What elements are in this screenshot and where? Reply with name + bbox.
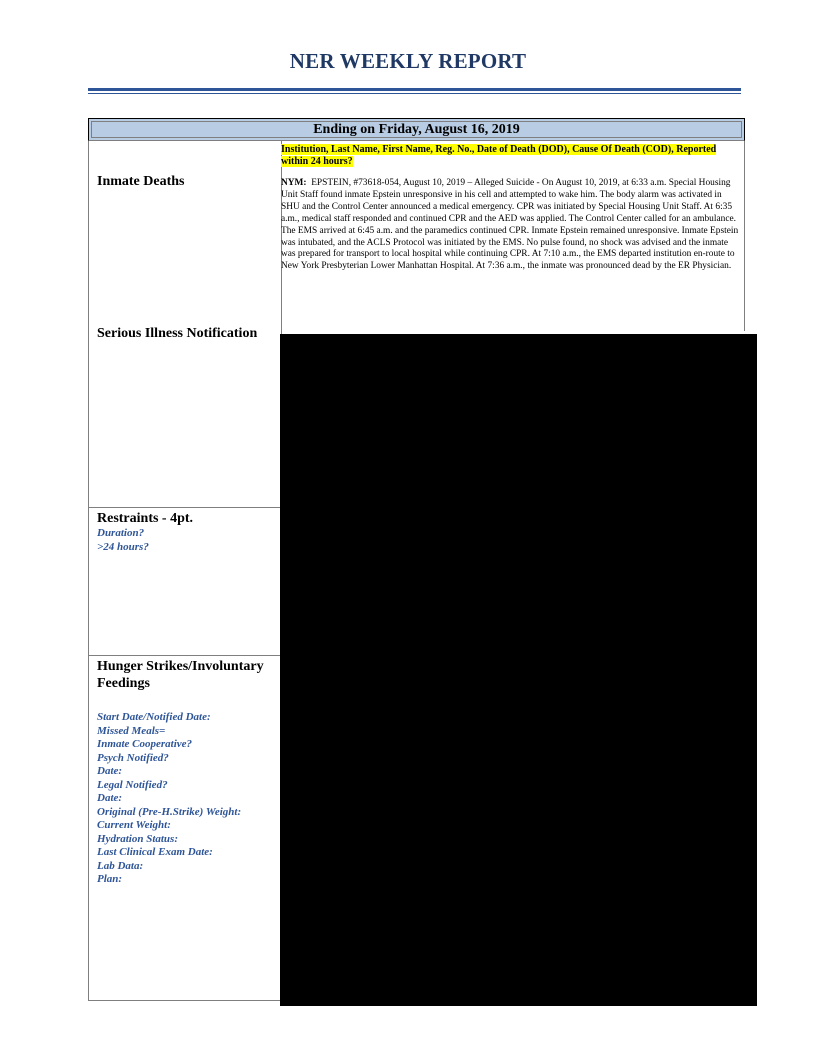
hunger-strikes-heading-line1: Hunger Strikes/Involuntary <box>97 659 264 674</box>
hs-missed-meals: Missed Meals= <box>97 724 166 737</box>
title-rule-thick <box>88 88 741 91</box>
report-title: NER WEEKLY REPORT <box>289 49 527 73</box>
hs-start-date: Start Date/Notified Date: <box>97 711 211 723</box>
hs-psych-notified: Psych Notified? <box>97 751 169 764</box>
inmate-deaths-content-cell <box>281 141 745 331</box>
hunger-strikes-heading-line2: Feedings <box>97 676 150 691</box>
report-period-header <box>88 118 745 141</box>
title-rule-thin <box>88 93 741 94</box>
hs-legal-notified: Legal Notified? <box>97 778 168 791</box>
restraints-duration-label: Duration? <box>97 527 145 539</box>
hs-plan: Plan: <box>97 873 123 885</box>
restraints-sub-items <box>97 527 149 554</box>
section-label-column <box>88 141 282 1001</box>
redaction-block <box>280 334 757 1006</box>
hunger-strikes-heading <box>97 658 264 692</box>
inmate-deaths-heading: Inmate Deaths <box>97 174 185 189</box>
hs-lab-data: Lab Data: <box>97 859 144 872</box>
hs-legal-date: Date: <box>97 792 123 804</box>
hs-hydration-status: Hydration Status: <box>97 832 178 845</box>
serious-illness-heading: Serious Illness Notification <box>97 326 258 341</box>
institution-code: NYM: <box>281 178 307 188</box>
hunger-strikes-sub-items <box>97 711 241 887</box>
instructions-highlight: Institution, Last Name, First Name, Reg. No., Date of Death (DOD), Cause Of Death (COD), Reported within 24 hours? <box>281 144 717 167</box>
restraints-heading: Restraints - 4pt. <box>97 511 194 526</box>
report-period: Ending on Friday, August 16, 2019 <box>313 122 520 137</box>
restraints-over-24-label: >24 hours? <box>97 540 149 553</box>
inmate-deaths-instructions <box>281 144 741 168</box>
row-divider <box>89 507 281 508</box>
hs-current-weight: Current Weight: <box>97 819 171 831</box>
inmate-death-entry <box>281 178 739 273</box>
inmate-death-narrative: EPSTEIN, #73618-054, August 10, 2019 – Alleged Suicide - On August 10, 2019, at 6:33 a.m. Special Housing Unit Staff found inmate Epstein unresponsive in his cell and attempted to wake him. The body alarm was activated in SHU and the Control Center announced a medical emergency. CPR was initiated by Special Housing Unit Staff. At 6:35 a.m., medical staff responded and continued CPR and the AED was applied. The Control Center called for an ambulance. The EMS arrived at 6:45 a.m. and the paramedics continued CPR. Inmate Epstein remained unresponsive. Inmate Epstein was intubated, and the ACLS Protocol was initiated by the EMS. No pulse found, no shock was advised and the inmate was prepared for transport to local hospital while continuing CPR. At 7:10 a.m., the EMS departed institution en-route to New York Presbyterian Lower Manhattan Hospital. At 7:36 a.m., the inmate was pronounced dead by the ER Physician. <box>281 178 739 272</box>
hs-last-clinical-exam: Last Clinical Exam Date: <box>97 846 213 858</box>
hs-inmate-cooperative: Inmate Cooperative? <box>97 738 193 750</box>
hs-psych-date: Date: <box>97 765 123 777</box>
row-divider <box>89 655 281 656</box>
hs-original-weight: Original (Pre-H.Strike) Weight: <box>97 805 242 818</box>
